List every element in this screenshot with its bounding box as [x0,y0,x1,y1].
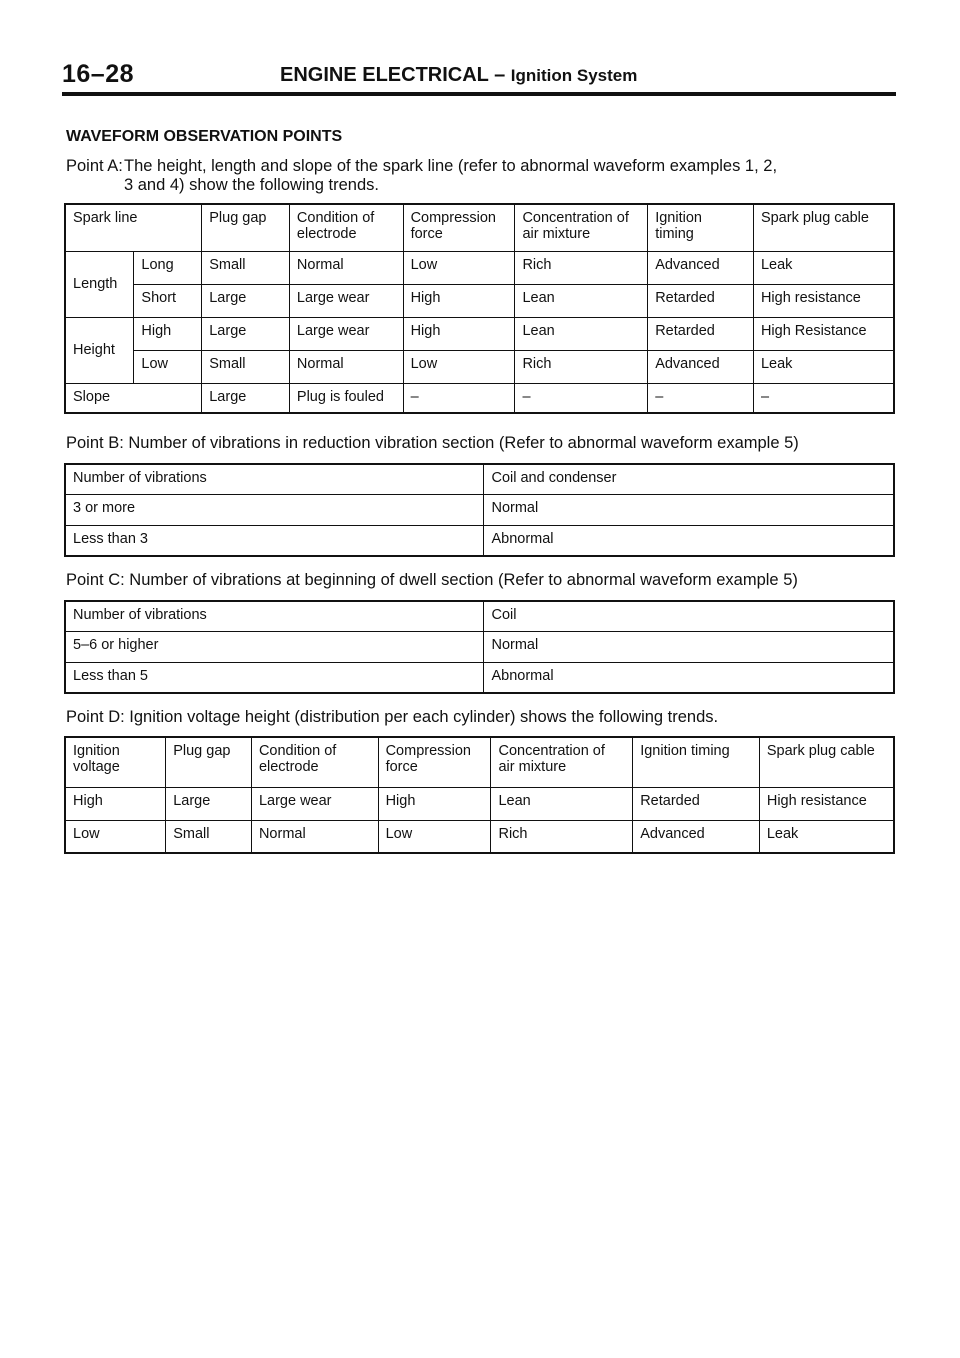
table-row [65,383,894,413]
table-header-row [65,464,894,494]
header-cell: Number of vibrations [65,601,484,631]
table-cell: High [134,317,202,350]
header-cell: Compression force [403,204,515,251]
table-cell: Less than 3 [65,525,484,556]
page-number: 16–28 [62,60,135,88]
table-cell: High resistance [753,284,894,317]
table-cell: Abnormal [484,525,894,556]
table-cell: Lean [491,787,633,820]
point-c-description [66,570,798,590]
header-cell: Spark plug cable [753,204,894,251]
header-cell: Plug gap [202,204,290,251]
header-cell: Coil and condenser [484,464,894,494]
table-cell: Large [202,383,290,413]
table-cell: 5–6 or higher [65,631,484,662]
table-cell: Lean [515,284,648,317]
table-row [65,525,894,556]
table-cell: Large wear [289,284,403,317]
point-b-description [66,433,799,453]
table-cell: Short [134,284,202,317]
table-cell: – [648,383,754,413]
table-cell: Rich [515,251,648,284]
table-row [65,494,894,525]
table-cell: High Resistance [753,317,894,350]
point-b-table [64,463,895,557]
table-cell: Large wear [289,317,403,350]
table-cell: Plug is fouled [289,383,403,413]
table-cell: Rich [491,820,633,853]
table-row [65,787,894,820]
header-subtitle: Ignition System [510,66,638,85]
table-cell: High [65,787,166,820]
table-cell: High resistance [759,787,894,820]
table-cell: Low [134,350,202,383]
group-label-length: Length [65,251,134,317]
table-header-row [65,601,894,631]
point-c-label: Point C: [66,571,125,589]
header-cell: Concentration of air mixture [491,737,633,787]
table-row [65,631,894,662]
table-cell: Leak [759,820,894,853]
table-cell: Less than 5 [65,662,484,693]
section-title: WAVEFORM OBSERVATION POINTS [66,128,343,145]
table-cell: Retarded [648,317,754,350]
table-cell: High [378,787,491,820]
table-cell: Normal [484,494,894,525]
table-cell: Low [403,350,515,383]
table-cell: Leak [753,350,894,383]
header-cell: Coil [484,601,894,631]
table-cell: Normal [289,251,403,284]
table-cell: Advanced [633,820,760,853]
table-cell: Large wear [251,787,378,820]
table-row [65,284,894,317]
table-cell: Low [403,251,515,284]
table-cell: – [753,383,894,413]
table-cell: Leak [753,251,894,284]
table-cell: Normal [251,820,378,853]
header-cell: Condition of electrode [289,204,403,251]
table-header-row [65,737,894,787]
table-cell: Long [134,251,202,284]
table-cell: Large [166,787,252,820]
point-a-table [64,203,895,414]
header-cell: Ignition voltage [65,737,166,787]
table-row [65,350,894,383]
header-cell: Concentration of air mixture [515,204,648,251]
header-cell: Ignition timing [633,737,760,787]
point-a-label: Point A: [66,157,123,175]
table-cell: Rich [515,350,648,383]
table-cell: Normal [289,350,403,383]
table-cell: Retarded [648,284,754,317]
table-cell: High [403,317,515,350]
table-cell: Low [378,820,491,853]
point-d-text: Ignition voltage height (distribution per each cylinder) shows the following trends. [129,708,719,726]
table-cell: Advanced [648,350,754,383]
header-cell: Number of vibrations [65,464,484,494]
table-cell: Advanced [648,251,754,284]
table-cell: Small [166,820,252,853]
table-row [65,820,894,853]
table-cell: Normal [484,631,894,662]
page-header [62,58,896,96]
table-header-row [65,204,894,251]
header-dash: – [494,64,506,86]
table-cell: Abnormal [484,662,894,693]
table-row [65,662,894,693]
page-title [280,64,637,87]
header-cell: Condition of electrode [251,737,378,787]
table-cell: Lean [515,317,648,350]
point-a-description [66,156,777,176]
point-a-text-line2: 3 and 4) show the following trends. [124,176,379,194]
header-cell: Spark plug cable [759,737,894,787]
header-cell: Ignition timing [648,204,754,251]
group-label-height: Height [65,317,134,383]
header-cell: Spark line [65,204,202,251]
table-cell: Large [202,317,290,350]
point-d-description [66,707,718,727]
table-cell: 3 or more [65,494,484,525]
table-cell: Slope [65,383,202,413]
point-d-table [64,736,895,854]
table-cell: Low [65,820,166,853]
point-c-text: Number of vibrations at beginning of dwell section (Refer to abnormal waveform example 5) [129,571,798,589]
table-cell: High [403,284,515,317]
point-a-text-line1: The height, length and slope of the spark line (refer to abnormal waveform examples 1, 2, [124,157,778,175]
table-cell: Retarded [633,787,760,820]
table-cell: – [515,383,648,413]
table-row [65,317,894,350]
point-b-text: Number of vibrations in reduction vibration section (Refer to abnormal waveform example 5) [128,434,799,452]
header-title: ENGINE ELECTRICAL [280,64,489,86]
table-cell: Small [202,350,290,383]
header-cell: Compression force [378,737,491,787]
table-cell: – [403,383,515,413]
header-cell: Plug gap [166,737,252,787]
point-b-label: Point B: [66,434,124,452]
point-c-table [64,600,895,694]
table-row [65,251,894,284]
table-cell: Large [202,284,290,317]
table-cell: Small [202,251,290,284]
point-d-label: Point D: [66,708,125,726]
